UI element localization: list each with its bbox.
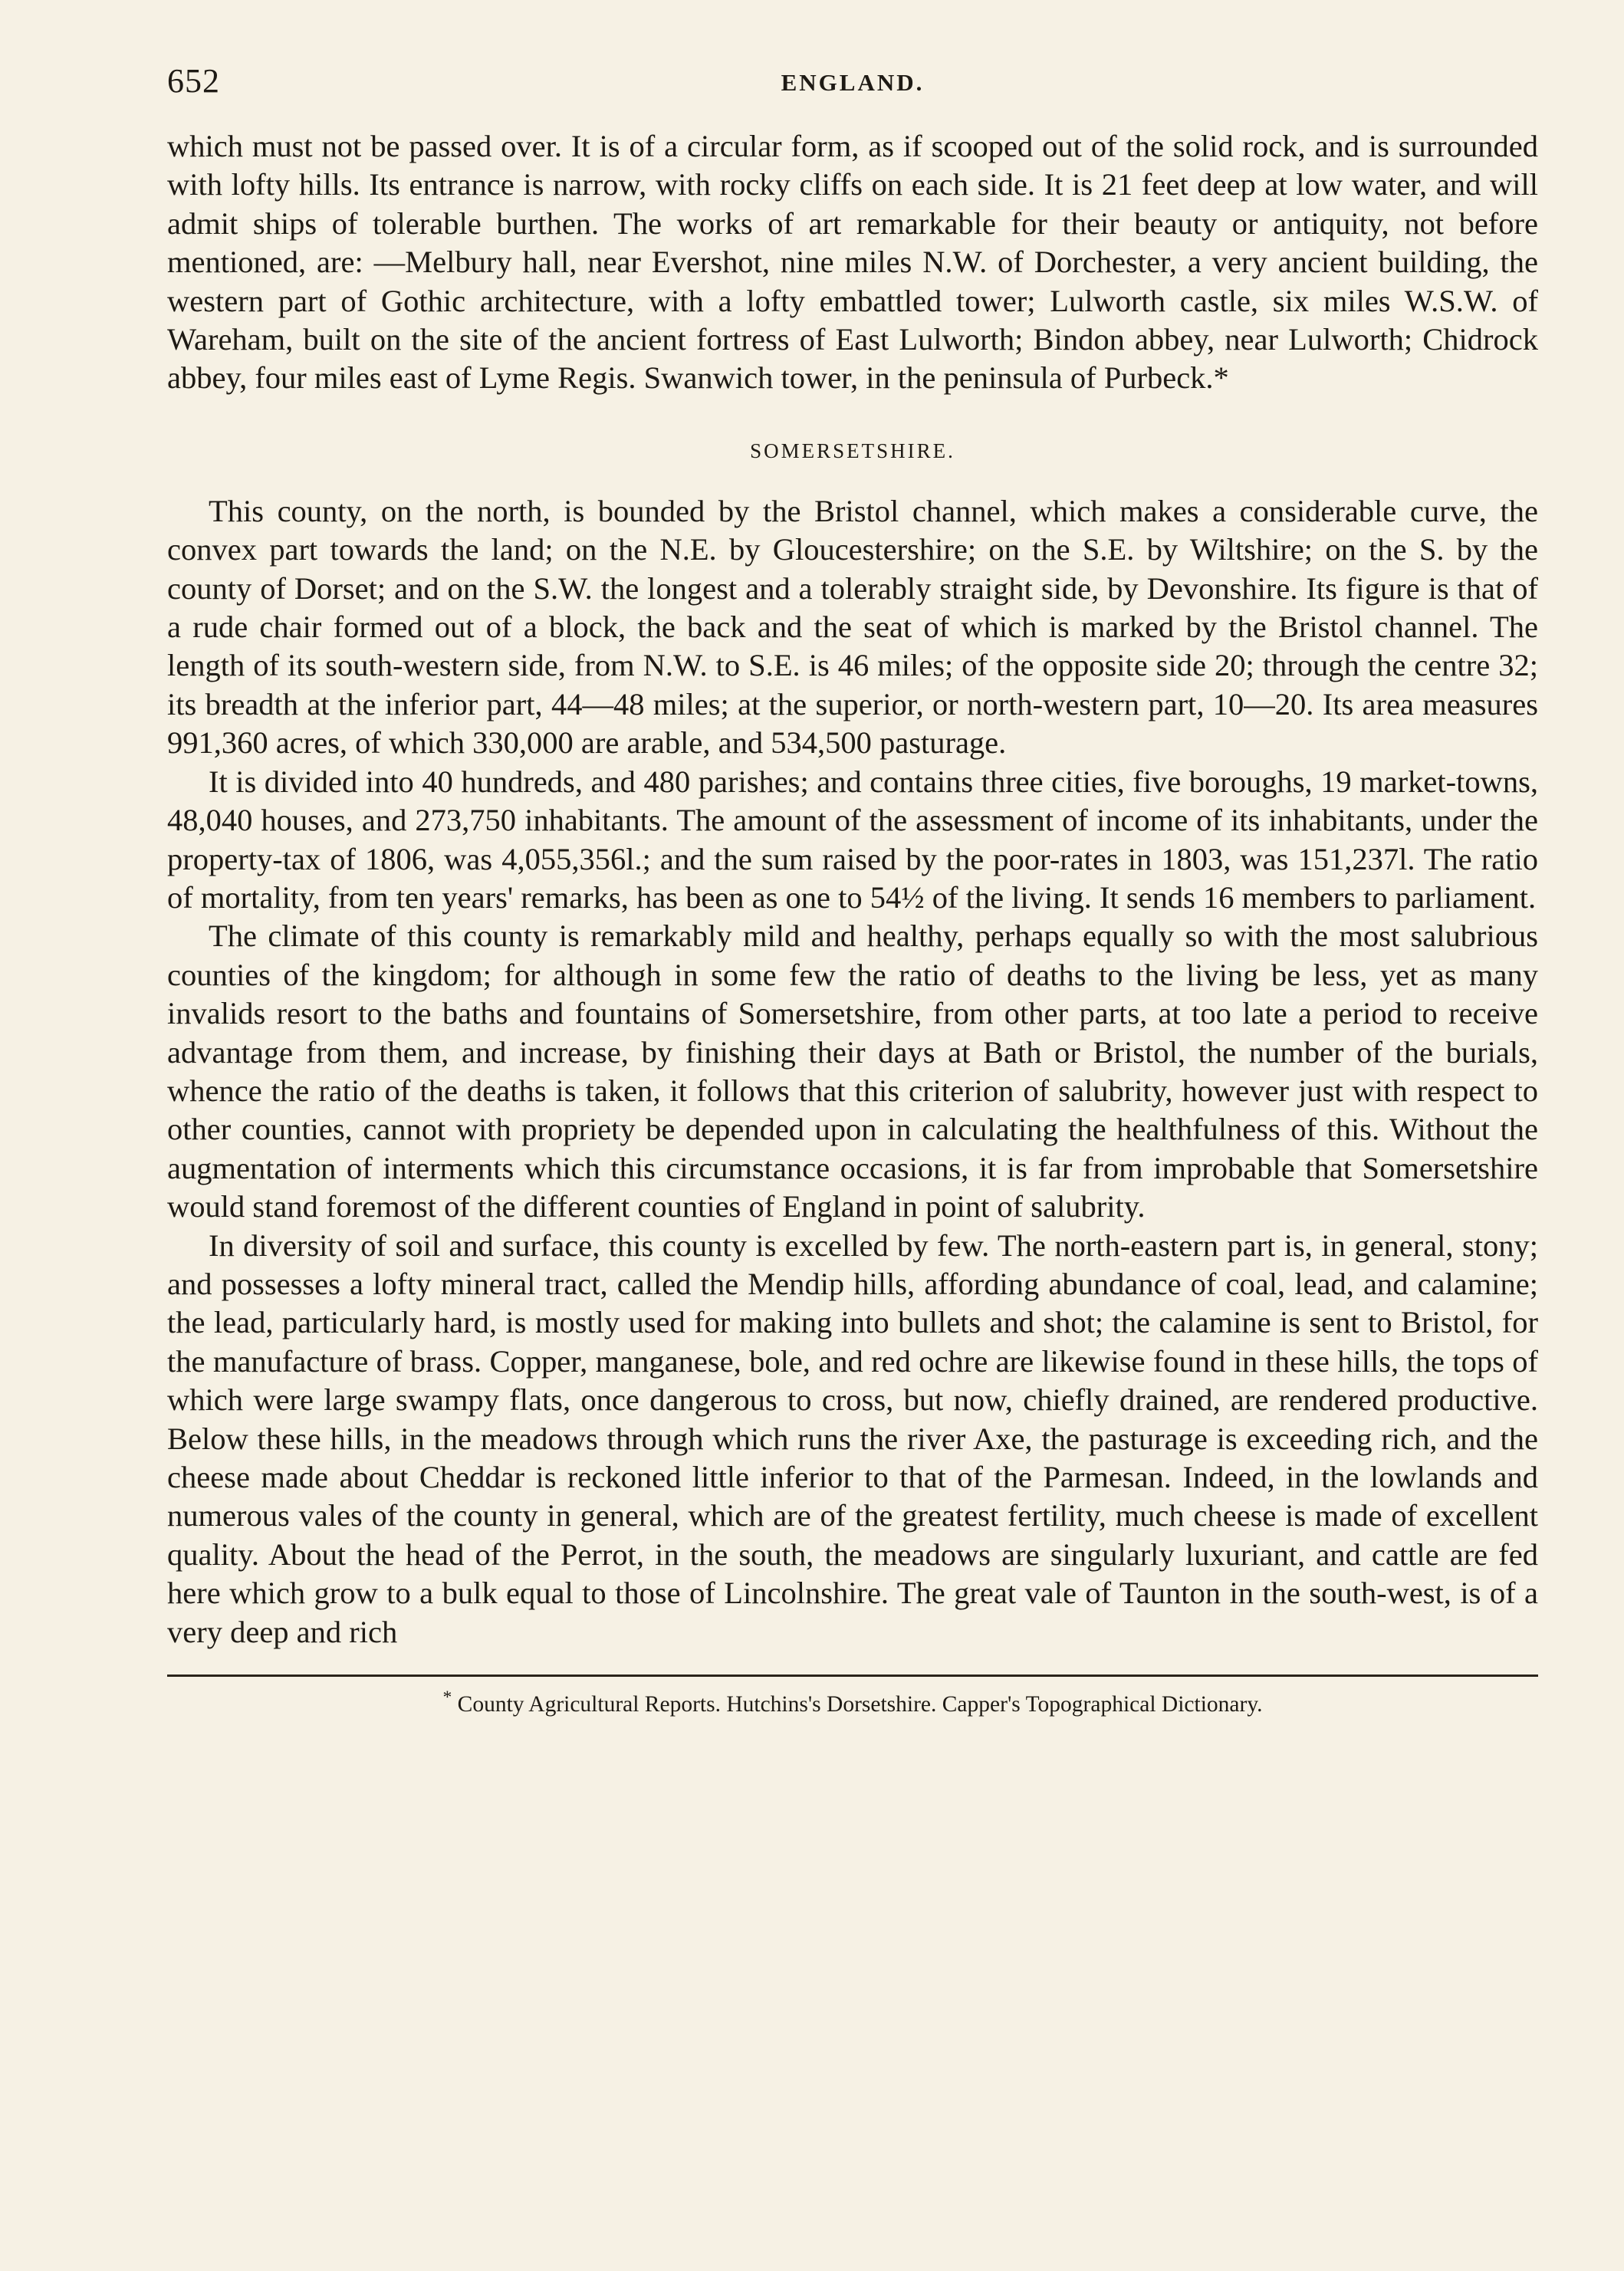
book-page [167,61,1538,1717]
paragraph-divisions: It is divided into 40 hundreds, and 480 parishes; and contains three cities, five boroughs, 19 market-towns, 48,040 houses, and 273,750 inhabitants. The amount of the assessment of income of its inhabitants, under the property-tax of 1806, was 4,055,356l.; and the sum raised by the poor-rates in 1803, was 151,237l. The ratio of mortality, from ten years' remarks, has been as one to 54½ of the living. It sends 16 members to parliament. [167,764,1538,915]
running-head [167,61,1538,127]
section-heading: SOMERSETSHIRE. [750,439,955,462]
footnote-text: County Agricultural Reports. Hutchins's Dorsetshire. Capper's Topographical Dictionary. [457,1692,1263,1717]
body-text [167,127,1538,1651]
running-title: ENGLAND. [781,69,925,96]
footnote-divider [167,1674,1538,1677]
page-number: 652 [167,62,220,100]
paragraph-boundaries: This county, on the north, is bounded by the Bristol channel, which makes a considerable curve, the convex part towards the land; on the N.E. by Gloucestershire; on the S.E. by Wiltshire; on the S. by the county of Dorset; and on the S.W. the longest and a tolerably straight side, by Devonshire. Its figure is that of a rude chair formed out of a block, the back and the seat of which is marked by the Bristol channel. The length of its south-western side, from N.W. to S.E. is 46 miles; of the opposite side 20; through the centre 32; its breadth at the inferior part, 44—48 miles; at the superior, or north-western part, 10—20. Its area measures 991,360 acres, of which 330,000 are arable, and 534,500 pasturage. [167,493,1538,761]
dorset-continuation-paragraph: which must not be passed over. It is of a circular form, as if scooped out of the solid rock, and is surrounded with lofty hills. Its entrance is narrow, with rocky cliffs on each side. It is 21 feet deep at low water, and will admit ships of tolerable burthen. The works of art remarkable for their beauty or antiquity, not before mentioned, are: —Melbury hall, near Evershot, nine miles N.W. of Dorchester, a very ancient building, the western part of Gothic architecture, with a lofty embattled tower; Lulworth castle, six miles W.S.W. of Wareham, built on the site of the ancient fortress of East Lulworth; Bindon abbey, near Lulworth; Chidrock abbey, four miles east of Lyme Regis. Swanwich tower, in the peninsula of Purbeck.* [167,129,1538,396]
paragraph-soil: In diversity of soil and surface, this county is excelled by few. The north-eastern part is, in general, stony; and possesses a lofty mineral tract, called the Mendip hills, affording abundance of coal, lead, and calamine; the lead, particularly hard, is mostly used for making into bullets and shot; the calamine is sent to Bristol, for the manufacture of brass. Copper, manganese, bole, and red ochre are likewise found in these hills, the tops of which were large swampy flats, once dangerous to cross, but now, chiefly drained, are rendered productive. Below these hills, in the meadows through which runs the river Axe, the pasturage is exceeding rich, and the cheese made about Cheddar is reckoned little inferior to that of the Parmesan. Indeed, in the lowlands and numerous vales of the county in general, which are of the greatest fertility, much cheese is made of excellent quality. About the head of the Perrot, in the south, the meadows are singularly luxuriant, and cattle are fed here which grow to a bulk equal to those of Lincolnshire. The great vale of Taunton in the south-west, is of a very deep and rich [167,1228,1538,1649]
footnote [167,1688,1538,1717]
footnote-mark: * [442,1688,452,1708]
paragraph-climate: The climate of this county is remarkably mild and healthy, perhaps equally so with the most salubrious counties of the kingdom; for although in some few the ratio of deaths to the living be less, yet as many invalids resort to the baths and fountains of Somersetshire, from other parts, at too late a period to receive advantage from them, and increase, by finishing their days at Bath or Bristol, the number of the burials, whence the ratio of the deaths is taken, it follows that this criterion of salubrity, however just with respect to other counties, cannot with propriety be depended upon in calculating the healthfulness of this. Without the augmentation of interments which this circumstance occasions, it is far from improbable that Somersetshire would stand foremost of the different counties of England in point of salubrity. [167,919,1538,1224]
